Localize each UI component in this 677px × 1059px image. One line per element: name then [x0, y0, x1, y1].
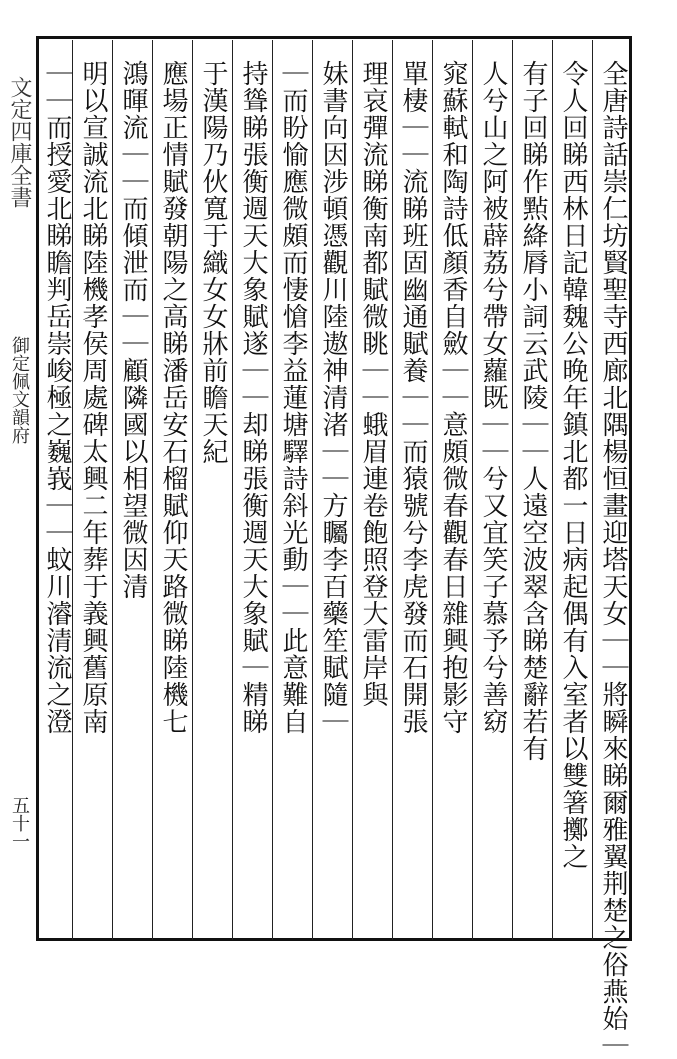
text-column-8: 妹書向因涉頓憑觀川陸遨神清渚｜｜方矚李百藥笙賦隨｜	[318, 60, 348, 735]
text-column-12: 應場正情賦發朝陽之高睇潘岳安石榴賦仰天路微睇陸機七	[158, 60, 188, 735]
margin-title: 文定四庫全書	[7, 76, 32, 208]
text-column-7: 理哀彈流睇衡南都賦微眺｜｜蛾眉連卷飽照登大雷岸與	[358, 60, 388, 708]
column-rule	[352, 40, 353, 940]
column-rule	[72, 40, 73, 940]
column-rule	[392, 40, 393, 940]
column-rule	[232, 40, 233, 940]
column-rule	[432, 40, 433, 940]
text-column-11: 于漢陽乃伙寬于織女女牀前瞻天紀	[198, 60, 228, 465]
book-label: 御定佩文韻府	[9, 336, 30, 444]
column-rule	[552, 40, 553, 940]
column-rule	[512, 40, 513, 940]
text-column-2: 令人回睇西林日記韓魏公晚年鎮北都一日病起偶有入室者以雙箸擲之	[558, 60, 588, 870]
text-column-3: 有子回睇作㸃絳脣小詞云武陵｜｜人遠空波翠含睇楚辭若有	[518, 60, 548, 762]
column-rule	[472, 40, 473, 940]
text-column-15: ｜｜而授愛北睇瞻判岳崇峻極之巍峩｜｜蚊川濬清流之澄	[42, 60, 72, 735]
column-rule	[312, 40, 313, 940]
text-column-5: 窕蘇軾和陶詩低顏香自斂｜｜意頗微春觀春日雜興抱影守	[438, 60, 468, 735]
column-rule	[592, 40, 593, 940]
margin-band	[0, 36, 36, 941]
text-column-9: ｜而盼愉應微頗而悽愴李益蓮塘驛詩斜光動｜｜此意難自	[278, 60, 308, 735]
column-rule	[272, 40, 273, 940]
text-column-4: 人兮山之阿被薜荔兮帶女蘿既｜｜兮又宜笑子慕予兮善窈	[478, 60, 508, 735]
column-rule	[152, 40, 153, 940]
text-column-14: 明以宣誠流北睇陸機孝侯周處碑太興二年葬于義興舊原南	[78, 60, 108, 735]
text-column-10: 持聳睇張衡週天大象賦遂｜｜却睇張衡週天大象賦｜精睇	[238, 60, 268, 735]
column-rule	[192, 40, 193, 940]
text-column-13: 鴻暉流｜｜而傾泄而｜｜顧隣國以相望微因清	[118, 60, 148, 600]
text-column-6: 單棲｜｜流睇班固幽通賦養｜｜而猿號兮李虎發而石開張	[398, 60, 428, 735]
column-rule	[112, 40, 113, 940]
folio-number: 五十一	[9, 796, 30, 850]
text-column-1: 全唐詩話崇仁坊賢聖寺西廊北隅楊恒畫迎塔天女｜｜將瞬來睇爾雅翼荆楚之俗燕始｜	[598, 60, 628, 1059]
